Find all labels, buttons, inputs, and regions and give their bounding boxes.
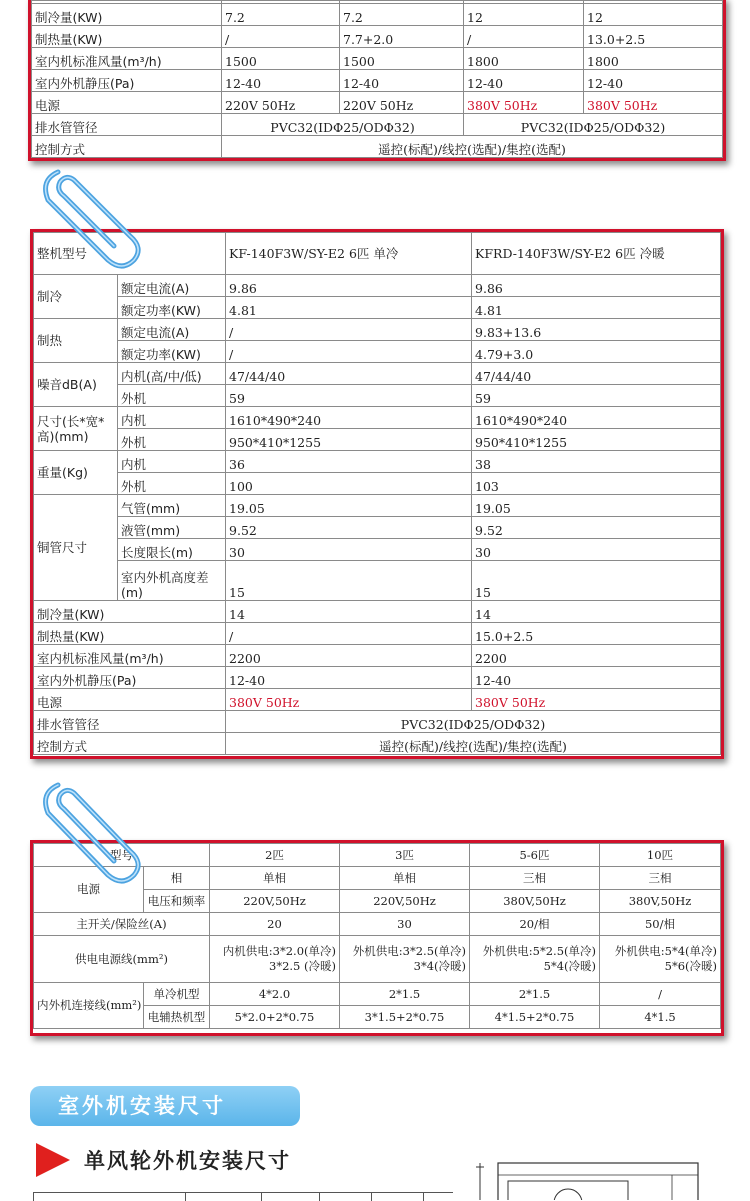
group-label: 制热 — [34, 319, 118, 363]
paperclip-icon — [30, 765, 160, 890]
cell: 103 — [472, 473, 721, 495]
table-row — [34, 473, 721, 495]
table-row — [34, 385, 721, 407]
cell: / — [226, 623, 472, 645]
row-label: 外机 — [118, 385, 226, 407]
column-header: 10匹 — [600, 844, 721, 867]
cell-line: 外机供电:5*2.5(单冷) — [482, 944, 596, 958]
cell: 30 — [340, 913, 470, 936]
group-label: 噪音dB(A) — [34, 363, 118, 407]
table-row — [34, 913, 721, 936]
model-2: KFRD-140F3W/SY-E2 6匹 冷暖 — [472, 233, 721, 275]
row-label: 室内外机静压(Pa) — [32, 70, 222, 92]
table-row — [34, 667, 721, 689]
row-label: 整机型号 — [34, 233, 226, 275]
row-label: 内机(高/中/低) — [118, 363, 226, 385]
table-row — [32, 114, 723, 136]
cell: 14 — [226, 601, 472, 623]
cell: 4.81 — [472, 297, 721, 319]
cell: 220V,50Hz — [210, 890, 340, 913]
row-label: 外机 — [118, 429, 226, 451]
cell: 19.05 — [472, 495, 721, 517]
row-label: 外机 — [118, 473, 226, 495]
cell: 20 — [210, 913, 340, 936]
cell: 12-40 — [464, 70, 584, 92]
cell: 12-40 — [584, 70, 723, 92]
cell: 50/相 — [600, 913, 721, 936]
group-label: 制冷 — [34, 275, 118, 319]
table-row — [32, 26, 723, 48]
cell: 1800 — [464, 48, 584, 70]
table-row — [32, 48, 723, 70]
cell: PVC32(IDΦ25/ODΦ32) — [226, 711, 721, 733]
cell — [210, 936, 340, 983]
row-label: 室内机标准风量(m³/h) — [32, 48, 222, 70]
subheading — [36, 1142, 291, 1178]
column-header: 5-6匹 — [470, 844, 600, 867]
cell: 遥控(标配)/线控(选配)/集控(选配) — [222, 136, 723, 158]
cell: 12-40 — [472, 667, 721, 689]
cell: 15 — [226, 561, 472, 601]
cell: 36 — [226, 451, 472, 473]
cell: 19.05 — [226, 495, 472, 517]
cell: 380V 50Hz — [584, 92, 723, 114]
cell — [340, 936, 470, 983]
row-label: 制热量(KW) — [32, 26, 222, 48]
row-label: 室内机标准风量(m³/h) — [34, 645, 226, 667]
cell: 30 — [472, 539, 721, 561]
table-row — [34, 623, 721, 645]
cell: PVC32(IDΦ25/ODΦ32) — [222, 114, 464, 136]
cell: 220V 50Hz — [222, 92, 340, 114]
cell: 14 — [472, 601, 721, 623]
row-label: 排水管管径 — [34, 711, 226, 733]
cell: 380V 50Hz — [464, 92, 584, 114]
cell: 4*1.5 — [600, 1006, 721, 1029]
cell: 1610*490*240 — [472, 407, 721, 429]
cell-line: 3*2.5 (冷暖) — [269, 959, 336, 973]
outdoor-unit-drawing — [472, 1155, 720, 1200]
table-row — [34, 407, 721, 429]
spec-table-1 — [28, 0, 726, 161]
cell: 59 — [472, 385, 721, 407]
cell: / — [464, 26, 584, 48]
cell: 9.86 — [472, 275, 721, 297]
group-label: 内外机连接线(mm²) — [34, 983, 144, 1029]
cell: 5*2.0+2*0.75 — [210, 1006, 340, 1029]
cell: 9.52 — [472, 517, 721, 539]
header-model: 型号 — [34, 844, 210, 867]
table-row — [34, 363, 721, 385]
row-label: 室内外机静压(Pa) — [34, 667, 226, 689]
cell-line: 外机供电:5*4(单冷) — [614, 944, 717, 958]
group-label: 重量(Kg) — [34, 451, 118, 495]
row-label: 额定电流(A) — [118, 275, 226, 297]
cell: 1800 — [584, 48, 723, 70]
table-row — [34, 936, 721, 983]
cell: 三相 — [470, 867, 600, 890]
cell-line: 外机供电:3*2.5(单冷) — [352, 944, 466, 958]
row-label: 制冷量(KW) — [32, 4, 222, 26]
cell: 220V 50Hz — [340, 92, 464, 114]
cell: 3*1.5+2*0.75 — [340, 1006, 470, 1029]
table-row — [34, 319, 721, 341]
table-row — [34, 711, 721, 733]
row-label: 内机 — [118, 451, 226, 473]
cell — [470, 936, 600, 983]
table-row — [34, 429, 721, 451]
cell: 4.81 — [226, 297, 472, 319]
row-label: 制热量(KW) — [34, 623, 226, 645]
cell: 59 — [226, 385, 472, 407]
table-row — [34, 561, 721, 601]
cell: 三相 — [600, 867, 721, 890]
cell: 15 — [472, 561, 721, 601]
cell: 4*2.0 — [210, 983, 340, 1006]
table-row — [34, 645, 721, 667]
row-label: 主开关/保险丝(A) — [34, 913, 210, 936]
row-label: 电辅热机型 — [144, 1006, 210, 1029]
cell: 12-40 — [226, 667, 472, 689]
subheading-text: 单风轮外机安装尺寸 — [84, 1149, 291, 1173]
paperclip-icon — [30, 152, 160, 272]
cell — [600, 936, 721, 983]
row-label: 供电电源线(mm²) — [34, 936, 210, 983]
cell: 12-40 — [340, 70, 464, 92]
row-label: 电压和频率 — [144, 890, 210, 913]
cell: 2*1.5 — [470, 983, 600, 1006]
cell: 9.86 — [226, 275, 472, 297]
spec-table-2 — [30, 229, 724, 759]
cell: 950*410*1255 — [226, 429, 472, 451]
cell: 380V,50Hz — [470, 890, 600, 913]
table-row — [32, 70, 723, 92]
row-label: 电源 — [34, 689, 226, 711]
cell: / — [600, 983, 721, 1006]
row-label: 液管(mm) — [118, 517, 226, 539]
section-banner: 室外机安装尺寸 — [30, 1086, 300, 1126]
table-row — [34, 983, 721, 1006]
table-row — [34, 341, 721, 363]
cell: 1610*490*240 — [226, 407, 472, 429]
group-label: 电源 — [34, 867, 144, 913]
cell: 7.7+2.0 — [340, 26, 464, 48]
cell: 9.83+13.6 — [472, 319, 721, 341]
cell: 9.52 — [226, 517, 472, 539]
table-row — [34, 451, 721, 473]
row-label: 额定功率(KW) — [118, 297, 226, 319]
cell: 47/44/40 — [472, 363, 721, 385]
row-label: 室内外机高度差(m) — [118, 561, 226, 601]
table-row — [34, 539, 721, 561]
cell: / — [226, 341, 472, 363]
cell: 100 — [226, 473, 472, 495]
row-label: 电源 — [32, 92, 222, 114]
row-label: 额定功率(KW) — [118, 341, 226, 363]
cell: 380V,50Hz — [600, 890, 721, 913]
cell-line: 内机供电:3*2.0(单冷) — [222, 944, 336, 958]
row-label: 排水管管径 — [32, 114, 222, 136]
cell-line: 5*6(冷暖) — [664, 959, 717, 973]
cell: 13.0+2.5 — [584, 26, 723, 48]
row-label: 相 — [144, 867, 210, 890]
row-label: 内机 — [118, 407, 226, 429]
cell: 7.2 — [222, 4, 340, 26]
cell: 1500 — [222, 48, 340, 70]
cell: / — [222, 26, 340, 48]
cell: 2*1.5 — [340, 983, 470, 1006]
cell: 220V,50Hz — [340, 890, 470, 913]
cell: 12-40 — [222, 70, 340, 92]
table-row — [32, 92, 723, 114]
model-1: KF-140F3W/SY-E2 6匹 单冷 — [226, 233, 472, 275]
table-row — [34, 275, 721, 297]
cell: 950*410*1255 — [472, 429, 721, 451]
column-header: 2匹 — [210, 844, 340, 867]
table-row — [34, 733, 721, 755]
cell: 380V 50Hz — [472, 689, 721, 711]
row-label: 制冷量(KW) — [34, 601, 226, 623]
row-label: 额定电流(A) — [118, 319, 226, 341]
cell: / — [226, 319, 472, 341]
group-label: 铜管尺寸 — [34, 495, 118, 601]
cell: 12 — [464, 4, 584, 26]
cell: 38 — [472, 451, 721, 473]
row-label: 气管(mm) — [118, 495, 226, 517]
cell: 单相 — [210, 867, 340, 890]
table-row — [34, 517, 721, 539]
group-label: 尺寸(长*宽*高)(mm) — [34, 407, 118, 451]
cell: 12 — [584, 4, 723, 26]
table-row — [34, 495, 721, 517]
column-header: 3匹 — [340, 844, 470, 867]
cell-line: 3*4(冷暖) — [413, 959, 466, 973]
table-row — [34, 297, 721, 319]
table-row — [34, 601, 721, 623]
cell: 2200 — [226, 645, 472, 667]
cell: 20/相 — [470, 913, 600, 936]
cell: 2200 — [472, 645, 721, 667]
cell: 15.0+2.5 — [472, 623, 721, 645]
cell: 4*1.5+2*0.75 — [470, 1006, 600, 1029]
row-label: 控制方式 — [32, 136, 222, 158]
table-row — [32, 4, 723, 26]
cell: 4.79+3.0 — [472, 341, 721, 363]
cell: 380V 50Hz — [226, 689, 472, 711]
row-label: 单冷机型 — [144, 983, 210, 1006]
cell: 1500 — [340, 48, 464, 70]
cell: 单相 — [340, 867, 470, 890]
cell: 47/44/40 — [226, 363, 472, 385]
table-row — [34, 689, 721, 711]
cell-line: 5*4(冷暖) — [543, 959, 596, 973]
play-triangle-icon — [36, 1143, 70, 1177]
cell: PVC32(IDΦ25/ODΦ32) — [464, 114, 723, 136]
row-label: 长度限长(m) — [118, 539, 226, 561]
cell: 遥控(标配)/线控(选配)/集控(选配) — [226, 733, 721, 755]
row-label: 控制方式 — [34, 733, 226, 755]
cell: 7.2 — [340, 4, 464, 26]
cell: 30 — [226, 539, 472, 561]
